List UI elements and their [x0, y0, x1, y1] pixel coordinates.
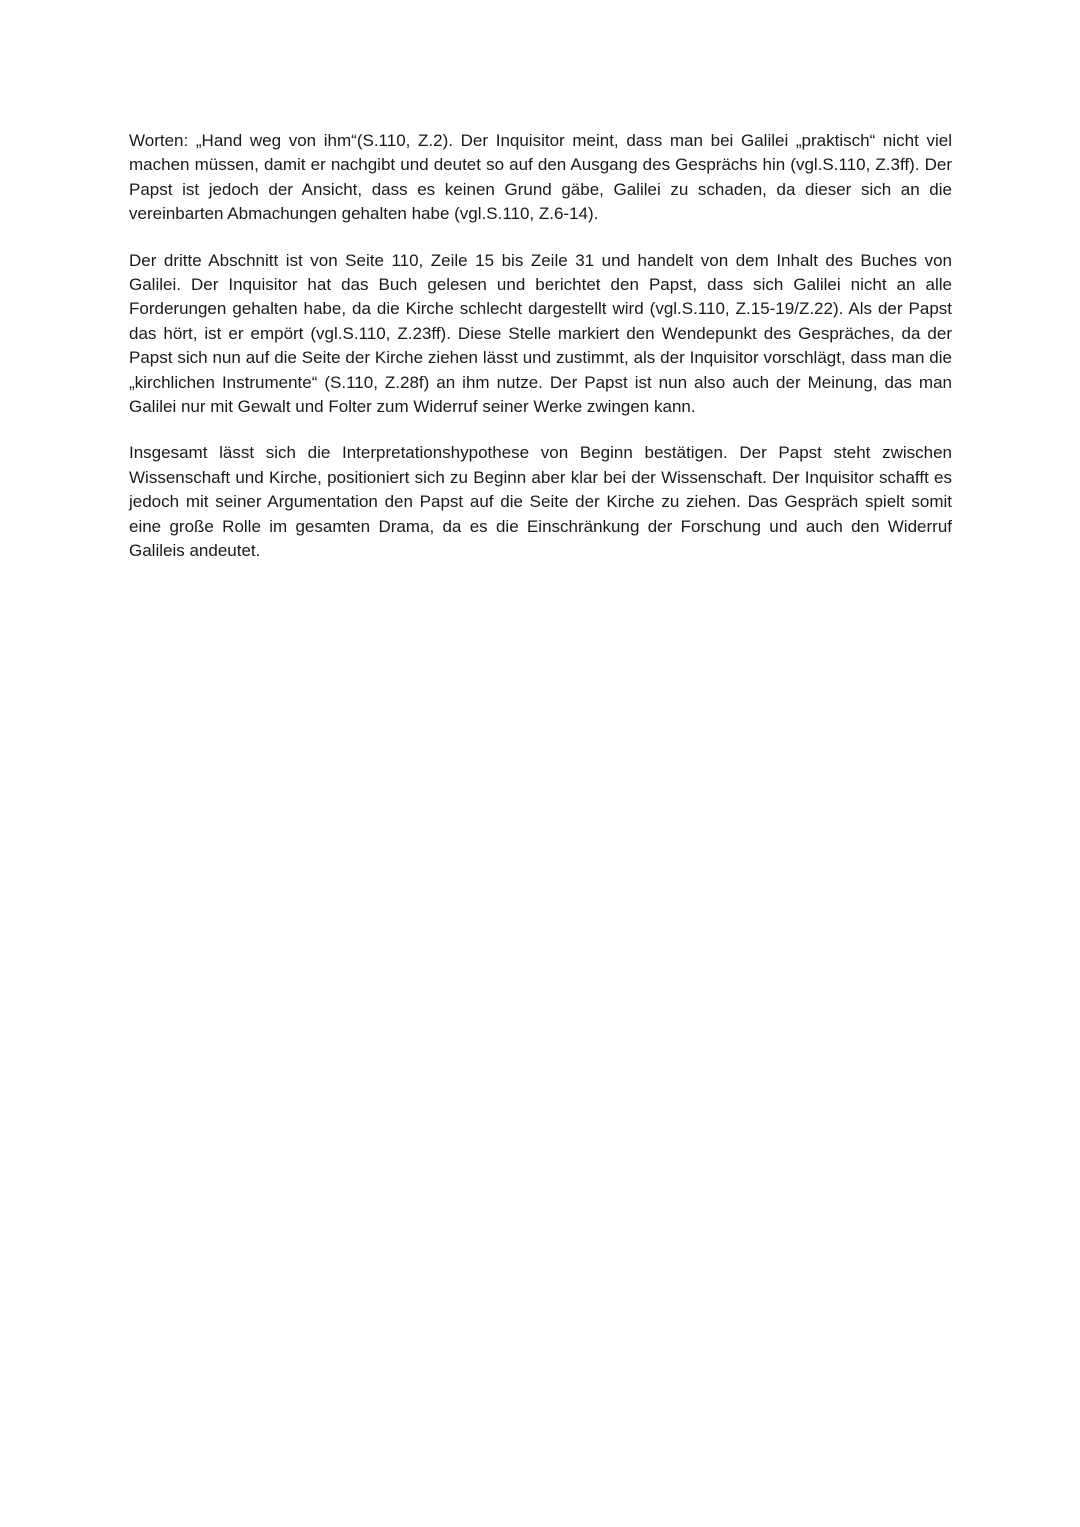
- paragraph-dritter-abschnitt: Der dritte Abschnitt ist von Seite 110, Zeile 15 bis Zeile 31 und handelt von dem Inhalt des Buches von Galilei. Der Inquisitor hat das Buch gelesen und berichtet den Papst, dass sich Galilei nicht an alle Forderungen gehalten habe, da die Kirche schlecht dargestellt wird (vgl.S.110, Z.15-19/Z.22). Als der Papst das hört, ist er empört (vgl.S.110, Z.23ff). Diese Stelle markiert den Wendepunkt des Gespräches, da der Papst sich nun auf die Seite der Kirche ziehen lässt und zustimmt, als der Inquisitor vorschlägt, dass man die „kirchlichen Instrumente“ (S.110, Z.28f) an ihm nutze. Der Papst ist nun also auch der Meinung, das man Galilei nur mit Gewalt und Folter zum Widerruf seiner Werke zwingen kann.: [129, 250, 952, 417]
- paragraph-fazit: Insgesamt lässt sich die Interpretationshypothese von Beginn bestätigen. Der Papst steht zwischen Wissenschaft und Kirche, positioniert sich zu Beginn aber klar bei der Wissenschaft. Der Inquisitor schafft es jedoch mit seiner Argumentation den Papst auf die Seite der Kirche zu ziehen. Das Gespräch spielt somit eine große Rolle im gesamten Drama, da es die Einschränkung der Forschung und auch den Widerruf Galileis andeutet.: [129, 443, 952, 561]
- document-body: [129, 129, 952, 586]
- paragraph-papst-abmachungen: Worten: „Hand weg von ihm“(S.110, Z.2). Der Inquisitor meint, dass man bei Galilei „praktisch“ nicht viel machen müssen, damit er nachgibt und deutet so auf den Ausgang des Gesprächs hin (vgl.S.110, Z.3ff). Der Papst ist jedoch der Ansicht, dass es keinen Grund gäbe, Galilei zu schaden, da dieser sich an die vereinbarten Abmachungen gehalten habe (vgl.S.110, Z.6-14).: [129, 131, 952, 224]
